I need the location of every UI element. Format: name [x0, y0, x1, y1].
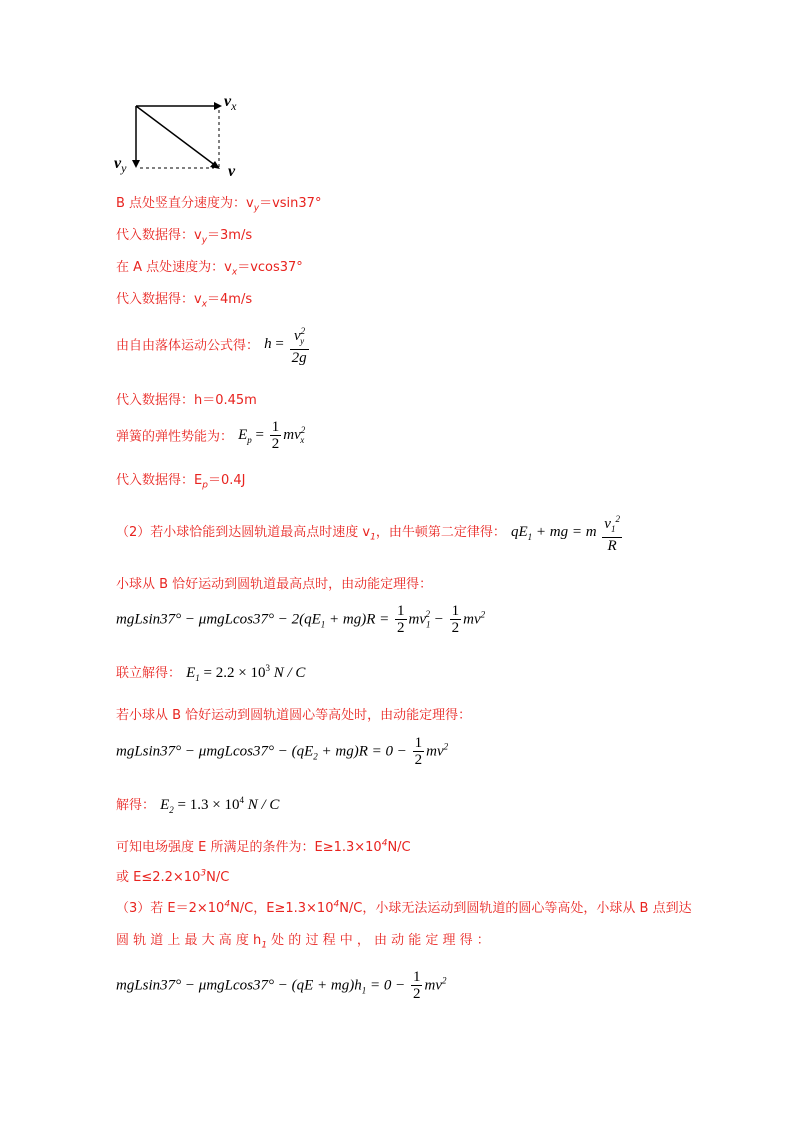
- line-ep-value: 代入数据得：$E_p=0.4J$: [116, 473, 246, 491]
- vx-arrowhead: [214, 102, 222, 110]
- line-e2-result: 解得： $E_2 = 1.3 \times 10^4$ N / C: [116, 795, 280, 815]
- label-v: v: [228, 163, 236, 178]
- equation-e2: $E_2 = 1.3 \times 10^4$ N / C: [160, 795, 280, 815]
- line-top-point-energy: 小球从 B 恰好运动到圆轨道最高点时，由动能定理得：: [116, 577, 433, 592]
- line-vy-formula: B 点处竖直分速度为：$v_y=vsin37^\circ$: [116, 196, 322, 214]
- line-center-height-energy: 若小球从 B 恰好运动到圆轨道圆心等高处时，由动能定理得：: [116, 708, 472, 723]
- line-part3-cont: 圆 轨 道 上 最 大 高 度 $h_1$ 处 的 过 程 中 ， 由 动 能 定 理 得 ：: [116, 933, 490, 951]
- line-h-value: 代入数据得：h＝0.45m: [116, 393, 257, 408]
- line-part2-newton: （2）若小球恰能到达圆轨道最高点时速度 $v_1$，由牛顿第二定律得： $qE_1$ + mg = m $\frac{v_1^2}{R}$: [116, 512, 624, 554]
- v-arrow: [136, 106, 216, 166]
- equation-energy-max-height: $mgLsin37^\circ - \mu mgLcos37^\circ - (qE + mg)h_1 = 0$ − $\frac{1}{2}$ $mv^2$: [116, 969, 447, 1002]
- line-vy-value: 代入数据得：$v_y=3m/s$: [116, 228, 253, 246]
- line-e1-result: 联立解得： $E_1 = 2.2 \times 10^3$ N / C: [116, 663, 306, 683]
- line-vx-formula: 在 A 点处速度为：$v_x=vcos37^\circ$: [116, 260, 303, 278]
- line-elastic-energy: 弹簧的弹性势能为： $E_p$ = $\frac{1}{2}$ $mv^2_x$: [116, 419, 306, 452]
- label-vy: $v_y$: [114, 155, 127, 175]
- vy-arrowhead: [132, 160, 140, 168]
- line-free-fall: 由自由落体运动公式得： h = $\frac{v^2_y}{2g}$: [116, 324, 311, 366]
- equation-newton: $qE_1$ + mg = m $\frac{v_1^2}{R}$: [510, 514, 620, 554]
- line-condition: 可知电场强度 E 所满足的条件为：$E\ge 1.3\times 10^4N/C$: [116, 838, 411, 855]
- label-vx: $v_x$: [224, 93, 237, 113]
- equation-energy-top: $mgLsin37^\circ - \mu mgLcos37^\circ - 2(qE_1 + mg)R$ = $\frac{1}{2}$ $mv_1^2$ − $\frac{1}{2}$ $mv^2$: [116, 603, 486, 636]
- line-vx-value: 代入数据得：$v_x=4m/s$: [116, 292, 253, 310]
- equation-e1: $E_1 = 2.2 \times 10^3$ N / C: [186, 663, 306, 683]
- velocity-diagram: [110, 88, 250, 178]
- equation-energy-center: $mgLsin37^\circ - \mu mgLcos37^\circ - (qE_2 + mg)R = 0$ − $\frac{1}{2}$ $mv^2$: [116, 735, 449, 768]
- line-part3: （3）若 $E=2\times 10^4N/C$，$E\ge 1.3\times 10^4N/C$，小球无法运动到圆轨道的圆心等高处，小球从 B 点到达: [116, 899, 692, 916]
- equation-h: h = $\frac{v^2_y}{2g}$: [264, 326, 307, 366]
- equation-ep: $E_p$ = $\frac{1}{2}$ $mv^2_x$: [238, 419, 306, 452]
- line-condition-or: 或 $E\le 2.2\times 10^3N/C$: [116, 868, 230, 885]
